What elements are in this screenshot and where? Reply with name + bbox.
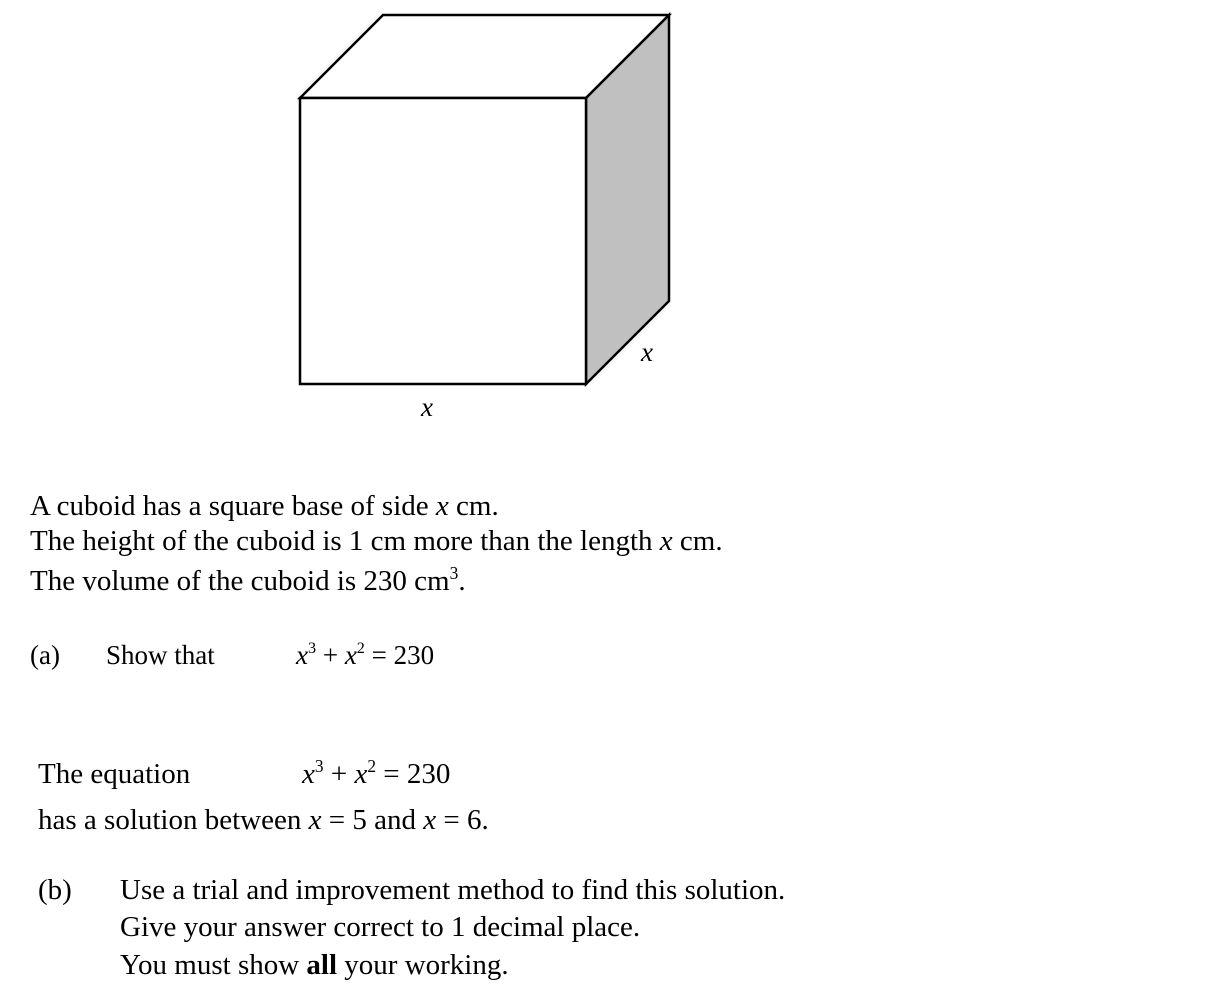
cuboid-diagram [0,0,760,430]
variable-x: x [344,640,357,670]
variable-x: x [354,758,368,790]
part-b-line-3-text: You must show [120,949,307,981]
variable-x: x [423,804,437,836]
exponent: 2 [367,755,377,776]
intro-line-2 [30,527,723,556]
solution-range-line [38,806,489,835]
solution-range-text: has a solution between [38,804,309,836]
exponent: 3 [307,639,317,658]
part-a-instruction: Show that [106,640,215,670]
intro-line-1-unit: cm. [448,490,499,522]
intro-line-2-unit: cm. [672,525,723,557]
part-b-line-3-end: your working. [337,949,509,981]
plus-sign: + [316,640,345,670]
equation-rhs: = 230 [376,758,451,790]
variable-x: x [435,490,449,522]
part-a-equation [296,639,435,670]
variable-x: x [296,640,308,670]
part-a-label: (a) [30,640,60,670]
variable-x: x [308,804,322,836]
equation-statement-label: The equation [38,758,191,790]
equation-statement-equation [302,755,451,790]
emphasis-all: all [306,949,338,981]
exponent: 2 [356,639,365,658]
side-edge-label: x [641,337,653,367]
intro-line-3-text: The volume of the cuboid is 230 cm [30,565,450,597]
intro-line-2-text: The height of the cuboid is 1 cm more than the length [30,525,660,557]
plus-sign: + [323,758,355,790]
exponent: 3 [314,755,324,776]
variable-x: x [302,758,315,790]
variable-x: x [659,525,673,557]
intro-line-1-text: A cuboid has a square base of side [30,490,436,522]
intro-line-1 [30,492,499,521]
intro-line-3-end: . [458,565,466,597]
solution-range-mid: = 5 and [321,804,424,836]
exponent: 3 [449,562,459,583]
cuboid-front-face [300,98,586,384]
equation-rhs: = 230 [364,640,435,670]
part-b-line-3 [120,951,509,980]
solution-range-end: = 6. [436,804,489,836]
part-b-line-2: Give your answer correct to 1 decimal place. [120,911,641,943]
part-b-line-1: Use a trial and improvement method to find this solution. [120,874,786,906]
intro-line-3 [30,562,466,597]
part-b-label: (b) [38,874,72,906]
front-edge-label: x [421,392,433,422]
